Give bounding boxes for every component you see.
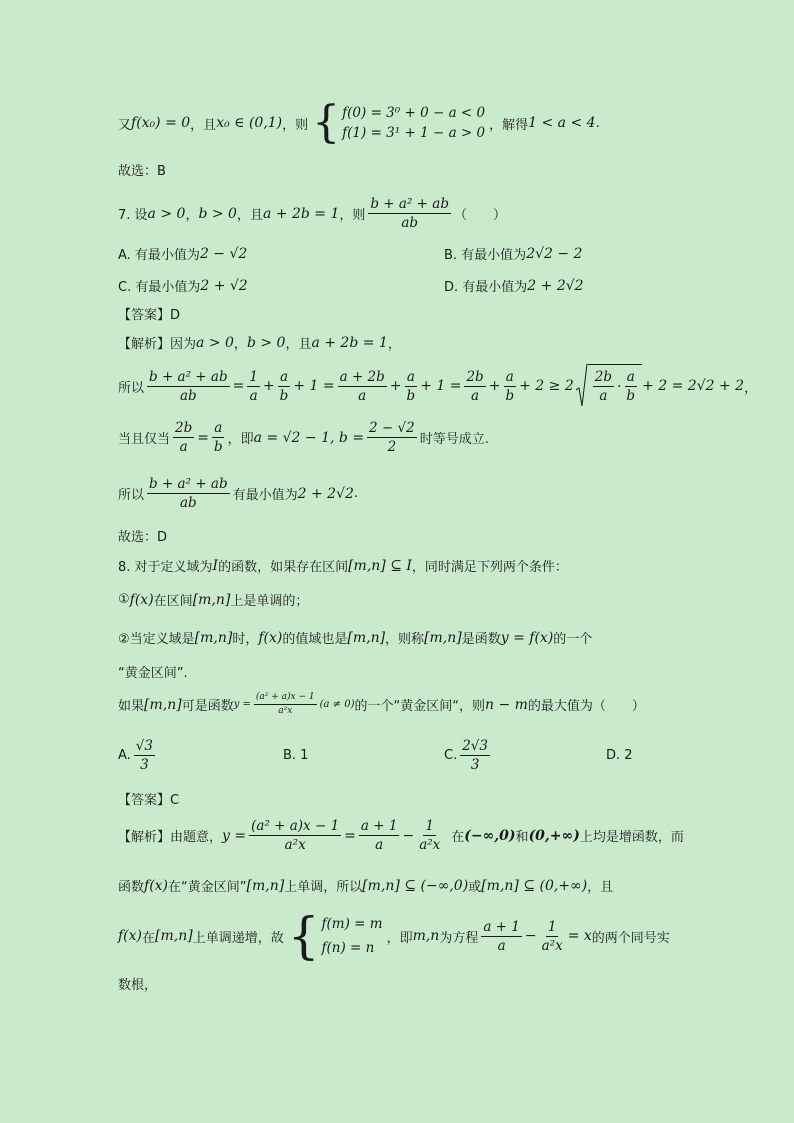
question-8-stem bbox=[118, 556, 568, 575]
text: ， bbox=[233, 337, 247, 352]
math-part: 【解析】 bbox=[118, 830, 171, 845]
denominator: b bbox=[213, 439, 223, 455]
math-part bbox=[481, 919, 522, 954]
math-part: { bbox=[287, 907, 320, 965]
numerator: a bbox=[626, 369, 635, 385]
math-part bbox=[212, 420, 225, 455]
numerator: √3 bbox=[135, 738, 153, 754]
math-part: n − m bbox=[484, 696, 528, 713]
math-part: + bbox=[389, 378, 402, 394]
text: （ ） bbox=[453, 208, 506, 223]
math-part: 时等号成立. bbox=[419, 432, 489, 447]
option-label: B. 有最小值为 bbox=[444, 248, 527, 263]
option-d[interactable] bbox=[606, 748, 633, 763]
math-part bbox=[540, 919, 565, 954]
math-part bbox=[338, 369, 387, 404]
derivation-line bbox=[118, 364, 757, 408]
math-part: a = √2 − 1, b = bbox=[253, 429, 365, 446]
math-part bbox=[342, 100, 485, 146]
math-part: [m,n] bbox=[424, 629, 462, 646]
question-7-stem bbox=[118, 196, 506, 231]
brace: { bbox=[312, 97, 341, 148]
math-part: 的两个同号实 bbox=[591, 930, 670, 946]
math-part: = bbox=[232, 378, 245, 394]
math-part: [m,n] bbox=[192, 591, 231, 608]
math-part: 有最小值为 bbox=[232, 488, 298, 503]
text: 因为 bbox=[170, 337, 197, 352]
denominator: a bbox=[358, 387, 367, 404]
math: a > 0 bbox=[147, 205, 186, 222]
option-a[interactable] bbox=[118, 244, 247, 263]
math-part: 上是单调的； bbox=[230, 594, 309, 609]
math-part: 当且仅当 bbox=[118, 432, 171, 447]
math-part: ，则称 bbox=[385, 632, 425, 647]
denominator: b bbox=[505, 387, 515, 404]
math-part: 上均是增函数，而 bbox=[579, 830, 684, 845]
math-part: + 2 = 2√2 + 2 bbox=[642, 378, 745, 394]
numerator: a + 1 bbox=[483, 918, 520, 935]
option-c[interactable] bbox=[444, 738, 493, 773]
math: f(0) = 3⁰ + 0 − a < 0 bbox=[342, 105, 486, 121]
math-part: + 1 = bbox=[420, 378, 462, 394]
math-part: (0,+∞) bbox=[528, 827, 580, 844]
numerator: 2b bbox=[466, 368, 484, 385]
answer: 【答案】D bbox=[118, 308, 181, 323]
math-part: + 2 ≥ 2 bbox=[519, 378, 574, 394]
math-part: ，即 bbox=[386, 930, 413, 946]
denominator: b bbox=[279, 387, 289, 404]
numerator: 2√3 bbox=[462, 738, 488, 754]
math-part: [m,n] ⊆ (−∞,0) bbox=[362, 877, 469, 894]
math-part bbox=[464, 369, 485, 404]
math-part: 可是函数 bbox=[181, 699, 234, 714]
denominator: ab bbox=[179, 387, 197, 404]
numerator: (a² + a)x − 1 bbox=[251, 818, 340, 834]
math-part: + bbox=[488, 378, 501, 394]
math-part: 在 bbox=[451, 830, 465, 845]
math-part: [m,n] bbox=[144, 696, 182, 713]
fraction bbox=[368, 196, 451, 231]
option-label: C. 有最小值为 bbox=[118, 280, 201, 295]
math-part bbox=[247, 369, 260, 404]
text: ， bbox=[185, 208, 199, 223]
math: a > 0 bbox=[196, 334, 234, 351]
math-part: ， bbox=[744, 380, 758, 396]
math-part: 上单调递增，故 bbox=[192, 930, 284, 946]
math: 1 < a < 4 bbox=[528, 115, 596, 131]
math-part bbox=[147, 476, 230, 511]
denominator: b bbox=[406, 387, 416, 404]
math-part: f(m) = m bbox=[321, 916, 383, 932]
math-part: [m,n] bbox=[347, 629, 386, 646]
math-part: 的最大值为（ ） bbox=[527, 699, 645, 714]
option-c[interactable] bbox=[118, 276, 248, 295]
text: ，且 bbox=[190, 117, 217, 133]
text: ，则 bbox=[339, 208, 366, 223]
denominator: b bbox=[626, 388, 636, 404]
math-part: D. 2 bbox=[606, 748, 633, 763]
numerator: 2 − √2 bbox=[369, 420, 415, 436]
option-d[interactable] bbox=[444, 276, 584, 295]
numerator: 1 bbox=[249, 368, 258, 385]
analysis-line bbox=[118, 333, 401, 352]
math-part bbox=[405, 369, 418, 404]
equality-condition-line bbox=[118, 420, 489, 455]
numerator: a bbox=[279, 368, 289, 385]
option-label: A. 有最小值为 bbox=[118, 248, 200, 263]
text: ，且 bbox=[236, 208, 263, 223]
text: ，且 bbox=[285, 337, 312, 352]
option-value: 2 + 2√2 bbox=[527, 277, 584, 294]
math-part bbox=[173, 420, 194, 455]
math-part: [m,n] bbox=[194, 629, 233, 646]
math-part: y = f(x) bbox=[500, 629, 554, 646]
math-part: 的函数，如果存在区间 bbox=[218, 560, 349, 575]
denominator: 3 bbox=[140, 757, 149, 773]
math-part: = bbox=[197, 429, 209, 446]
analysis-line-2 bbox=[118, 876, 613, 895]
math-part bbox=[417, 818, 442, 853]
math-part bbox=[624, 369, 637, 404]
denominator: ab bbox=[401, 215, 419, 231]
math: a + 2b = 1 bbox=[262, 205, 340, 222]
math-part bbox=[249, 818, 341, 853]
math-part: 在区间 bbox=[153, 594, 193, 609]
math-part: f(x) bbox=[129, 591, 154, 608]
math-part: m,n bbox=[412, 928, 440, 944]
condition-2 bbox=[118, 628, 592, 647]
analysis-line-3 bbox=[118, 907, 670, 965]
math-part: 或 bbox=[468, 880, 482, 895]
text: ， bbox=[387, 337, 401, 352]
denominator: a bbox=[249, 387, 258, 404]
math-part: f(x) bbox=[118, 928, 143, 944]
numerator: 2b bbox=[175, 420, 193, 436]
math-part: − bbox=[402, 827, 415, 844]
denominator: 3 bbox=[470, 757, 480, 773]
option-a[interactable] bbox=[118, 738, 158, 773]
math-part: (−∞,0) bbox=[464, 827, 516, 844]
math-part: A. bbox=[118, 748, 131, 763]
denominator: a²x bbox=[419, 837, 441, 853]
math-part: 和 bbox=[515, 830, 529, 845]
denominator: 2 bbox=[387, 439, 397, 455]
text-line bbox=[118, 97, 600, 148]
text: . bbox=[595, 115, 600, 131]
math-part: 的一个 bbox=[553, 632, 593, 647]
math-part: ②当定义域是 bbox=[118, 632, 195, 647]
math: b > 0 bbox=[198, 205, 237, 222]
condition-2-cont: “黄金区间”. bbox=[118, 666, 188, 681]
denominator: ab bbox=[179, 495, 197, 511]
math: f(1) = 3¹ + 1 − a > 0 bbox=[342, 125, 486, 141]
denominator: a²x bbox=[284, 837, 306, 853]
math-part: + bbox=[262, 378, 275, 394]
math: a + 2b = 1 bbox=[311, 334, 388, 351]
math-part: [m,n] ⊆ (0,+∞) bbox=[481, 877, 588, 894]
math-part: (a ≠ 0) bbox=[319, 699, 355, 710]
numerator: 1 bbox=[547, 918, 557, 935]
math-part: 为方程 bbox=[439, 930, 479, 946]
denominator: a bbox=[179, 439, 188, 455]
math-part: f(x) bbox=[258, 629, 283, 646]
numerator: 2b bbox=[594, 369, 612, 385]
numerator: (a² + a)x − 1 bbox=[254, 692, 317, 705]
math-part: [m,n] bbox=[246, 877, 285, 894]
math-part: B. 1 bbox=[283, 748, 309, 763]
math-part bbox=[503, 369, 516, 404]
math-part bbox=[460, 738, 490, 773]
numerator: 1 bbox=[425, 818, 435, 834]
radical bbox=[576, 364, 642, 408]
denominator: a bbox=[375, 837, 384, 853]
math-part: ，即 bbox=[227, 432, 254, 447]
numerator: a + 1 bbox=[360, 818, 398, 834]
math-part: 上单调，所以 bbox=[284, 880, 363, 895]
math-part: = bbox=[344, 827, 356, 844]
math-part bbox=[367, 420, 417, 455]
math-part: y = bbox=[233, 699, 251, 710]
option-value: 2√2 − 2 bbox=[526, 245, 583, 262]
math-part: 的一个“黄金区间“，则 bbox=[354, 699, 485, 714]
math-part bbox=[278, 369, 291, 404]
equation-system bbox=[312, 97, 486, 148]
math-part: 2 + 2√2 bbox=[297, 485, 354, 502]
math-part: − bbox=[524, 928, 537, 944]
option-b[interactable] bbox=[283, 748, 308, 763]
math-part bbox=[254, 692, 317, 717]
math-part bbox=[593, 369, 614, 404]
condition-1 bbox=[118, 590, 308, 609]
math-part: ，且 bbox=[587, 880, 614, 895]
math-part: 在“黄金区间” bbox=[168, 880, 247, 895]
conclusion-line bbox=[118, 476, 358, 511]
math-part bbox=[322, 910, 383, 962]
text: 又 bbox=[118, 117, 132, 133]
math: x₀ ∈ (0,1) bbox=[216, 115, 283, 131]
denominator: a bbox=[497, 937, 506, 954]
math-part: f(x) bbox=[144, 877, 169, 894]
math-part: 的值域也是 bbox=[282, 632, 348, 647]
math-part: C. bbox=[444, 748, 458, 763]
math-part: 是函数 bbox=[461, 632, 501, 647]
text: 7. 设 bbox=[118, 208, 148, 223]
math-part: 由题意， bbox=[170, 830, 223, 845]
math-part bbox=[359, 818, 400, 853]
math-part: ，同时满足下列两个条件： bbox=[411, 560, 568, 575]
analysis-label: 【解析】 bbox=[118, 337, 171, 352]
math-part: 所以 bbox=[118, 488, 145, 503]
choice-line: 故选：D bbox=[118, 530, 168, 545]
denominator: a²x bbox=[541, 937, 563, 954]
math-part bbox=[134, 738, 155, 773]
math-part: 时， bbox=[232, 632, 259, 647]
math-part: f(n) = n bbox=[321, 940, 375, 956]
option-value: 2 + √2 bbox=[200, 277, 248, 294]
math-part: ① bbox=[118, 592, 130, 607]
math-part: + 1 = bbox=[293, 378, 335, 394]
question-8-main bbox=[118, 692, 645, 717]
math-part: 函数 bbox=[118, 880, 145, 895]
option-value: 2 − √2 bbox=[199, 245, 248, 262]
math-part bbox=[588, 364, 642, 408]
math-part bbox=[147, 369, 230, 404]
math-part: 如果 bbox=[118, 699, 145, 714]
denominator: a²x bbox=[278, 706, 293, 716]
numerator: a bbox=[214, 420, 223, 436]
numerator: a bbox=[505, 368, 514, 385]
math-part: = x bbox=[567, 928, 592, 944]
text-line: 故选：B bbox=[118, 164, 166, 179]
text: 所以 bbox=[118, 380, 145, 396]
math-part: · bbox=[616, 378, 622, 395]
math-part: [m,n] bbox=[155, 928, 193, 944]
numerator: b + a² + ab bbox=[149, 368, 228, 385]
numerator: b + a² + ab bbox=[149, 476, 228, 492]
math-part: 在 bbox=[142, 930, 156, 946]
analysis-line-4: 数根， bbox=[118, 978, 158, 993]
math-part: 8. 对于定义域为 bbox=[118, 560, 213, 575]
answer: 【答案】C bbox=[118, 793, 180, 808]
numerator: a + 2b bbox=[339, 368, 385, 385]
math-part: y = bbox=[222, 827, 247, 844]
text: ，则 bbox=[282, 117, 309, 133]
equation-system bbox=[287, 907, 383, 965]
math-part: . bbox=[353, 486, 359, 501]
math: f(x₀) = 0 bbox=[131, 115, 191, 131]
math: b > 0 bbox=[246, 334, 286, 351]
denominator: a bbox=[599, 388, 608, 404]
text: ，解得 bbox=[489, 117, 529, 133]
option-label: D. 有最小值为 bbox=[444, 280, 528, 295]
math-part: [m,n] ⊆ I bbox=[348, 557, 412, 574]
analysis-line-1 bbox=[118, 818, 684, 853]
numerator: b + a² + ab bbox=[370, 196, 449, 212]
math-part: I bbox=[212, 557, 219, 574]
option-b[interactable] bbox=[444, 244, 582, 263]
denominator: a bbox=[471, 387, 480, 404]
numerator: a bbox=[406, 368, 415, 385]
